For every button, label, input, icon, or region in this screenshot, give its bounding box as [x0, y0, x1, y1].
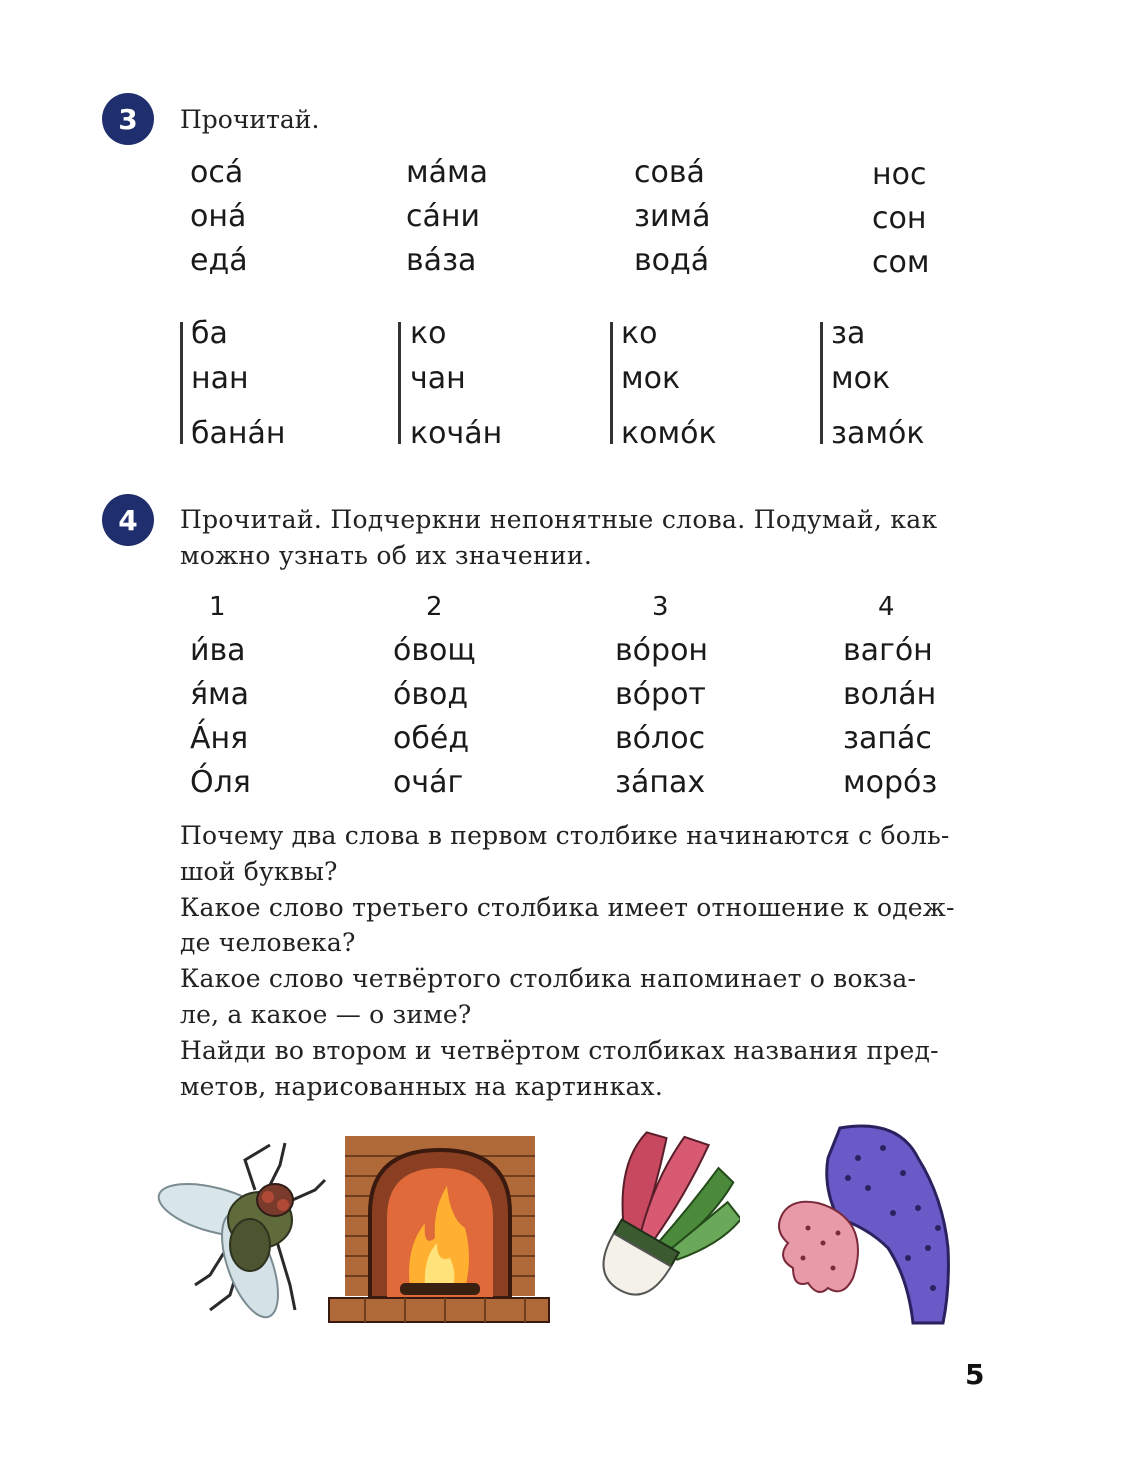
word-4-1-1: и́ва — [190, 633, 246, 668]
question-1: Почему два слова в первом столбике начинаются с боль- шой буквы? — [180, 821, 950, 886]
task-4-badge: 4 — [102, 494, 154, 546]
word-4-2-1: о́вощ — [393, 633, 476, 668]
syllable-word-3: комо́к — [621, 416, 717, 451]
task-4-instruction-line-2: можно узнать об их значении. — [180, 541, 593, 570]
word-4-2-2: о́вод — [393, 677, 469, 712]
word-4-4-3: запа́с — [843, 721, 932, 756]
shuttlecock-icon — [565, 1128, 740, 1303]
syllable-bar-4 — [820, 322, 823, 444]
syllable-4-2: мок — [831, 361, 891, 396]
word-4-4-4: моро́з — [843, 765, 938, 800]
word-4-2-3: обе́д — [393, 721, 470, 756]
word-4-3-2: во́рот — [615, 677, 706, 712]
syllable-bar-1 — [180, 322, 183, 444]
column-number-2: 2 — [426, 592, 443, 622]
syllable-1-1: ба — [191, 316, 228, 351]
fireplace-icon — [325, 1128, 553, 1328]
syllable-word-1: бана́н — [191, 416, 286, 451]
syllable-4-1: за — [831, 316, 866, 351]
word-3-2-3: ва́за — [406, 243, 477, 278]
word-4-3-4: за́пах — [615, 765, 706, 800]
syllable-2-1: ко — [410, 316, 447, 351]
syllable-1-2: нан — [191, 361, 249, 396]
syllable-word-4: замо́к — [831, 416, 925, 451]
word-4-1-2: я́ма — [190, 677, 250, 712]
task-3-instruction: Прочитай. — [180, 105, 320, 134]
word-3-4-2: сон — [872, 201, 927, 236]
column-number-4: 4 — [878, 592, 895, 622]
task-4-instruction-line-1: Прочитай. Подчеркни непонятные слова. Подумай, как — [180, 505, 938, 534]
word-3-4-3: сом — [872, 245, 930, 280]
sleeve-icon — [768, 1118, 968, 1328]
column-number-1: 1 — [209, 592, 226, 622]
word-4-3-3: во́лос — [615, 721, 706, 756]
word-4-2-4: оча́г — [393, 765, 464, 800]
task-3-badge: 3 — [102, 93, 154, 145]
word-3-3-1: сова́ — [634, 155, 705, 190]
word-4-4-1: ваго́н — [843, 633, 933, 668]
word-3-3-2: зима́ — [634, 199, 711, 234]
word-3-3-3: вода́ — [634, 243, 710, 278]
word-4-4-2: вола́н — [843, 677, 937, 712]
syllable-word-2: коча́н — [410, 416, 503, 451]
column-number-3: 3 — [652, 592, 669, 622]
syllable-bar-3 — [610, 322, 613, 444]
word-4-1-3: А́ня — [190, 721, 249, 756]
page-number: 5 — [965, 1358, 985, 1391]
syllable-3-2: мок — [621, 361, 681, 396]
question-2: Какое слово третьего столбика имеет отношение к одеж- де человека? — [180, 892, 955, 958]
syllable-2-2: чан — [410, 361, 466, 396]
word-3-1-2: она́ — [190, 199, 247, 234]
task-4-questions — [180, 818, 990, 1104]
syllable-bar-2 — [398, 322, 401, 444]
question-4: Найди во втором и четвёртом столбиках названия пред- метов, нарисованных на картинках. — [180, 1035, 939, 1101]
word-3-4-1: нос — [872, 157, 927, 192]
word-3-2-1: ма́ма — [406, 155, 489, 190]
word-4-3-1: во́рон — [615, 633, 709, 668]
syllable-3-1: ко — [621, 316, 658, 351]
fly-icon — [150, 1135, 335, 1325]
word-3-2-2: са́ни — [406, 199, 480, 234]
word-3-1-3: еда́ — [190, 243, 248, 278]
word-3-1-1: оса́ — [190, 155, 244, 190]
word-4-1-4: О́ля — [190, 765, 251, 800]
question-3: Какое слово четвёртого столбика напоминает о вокза- ле, а какое — о зиме? — [180, 964, 917, 1029]
